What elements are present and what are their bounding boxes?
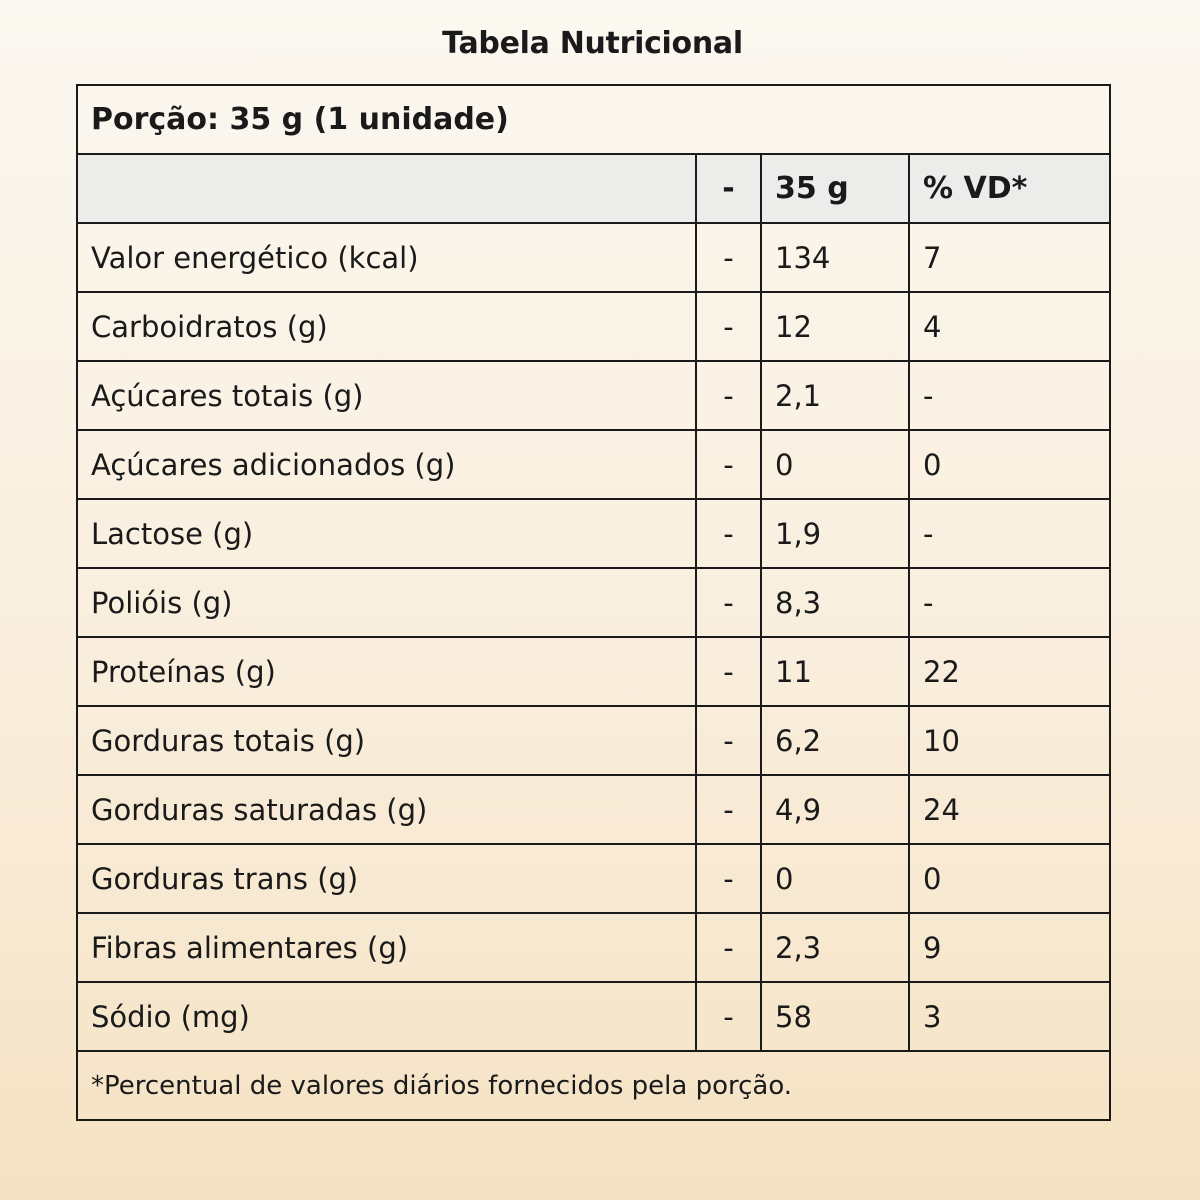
nutrient-name-cell: Sódio (mg) [77,982,696,1051]
portion-row [77,85,1110,154]
amount-cell: 11 [761,637,909,706]
vd-cell: 7 [909,223,1110,292]
vd-cell: 22 [909,637,1110,706]
amount-cell: 0 [761,844,909,913]
dash-cell: - [696,568,761,637]
vd-cell: 4 [909,292,1110,361]
amount-cell: 4,9 [761,775,909,844]
nutrient-name-cell: Proteínas (g) [77,637,696,706]
vd-cell: 9 [909,913,1110,982]
table-row [77,499,1110,568]
nutrient-name-cell: Polióis (g) [77,568,696,637]
vd-cell: 24 [909,775,1110,844]
amount-cell: 58 [761,982,909,1051]
footnote-text: *Percentual de valores diários fornecidos pela porção. [77,1051,1110,1120]
footnote-row [77,1051,1110,1120]
amount-cell: 6,2 [761,706,909,775]
vd-cell: - [909,499,1110,568]
amount-cell: 0 [761,430,909,499]
table-row [77,223,1110,292]
table-row [77,913,1110,982]
nutrition-table [76,84,1111,1121]
vd-cell: 0 [909,430,1110,499]
nutrient-name-cell: Carboidratos (g) [77,292,696,361]
table-row [77,430,1110,499]
portion-label: Porção: 35 g (1 unidade) [77,85,1110,154]
dash-cell: - [696,292,761,361]
dash-cell: - [696,913,761,982]
dash-cell: - [696,637,761,706]
table-row [77,637,1110,706]
header-dash-cell: - [696,154,761,223]
amount-cell: 2,1 [761,361,909,430]
nutrient-name-cell: Fibras alimentares (g) [77,913,696,982]
nutrient-name-cell: Gorduras saturadas (g) [77,775,696,844]
table-row [77,982,1110,1051]
amount-cell: 12 [761,292,909,361]
table-row [77,568,1110,637]
vd-cell: - [909,361,1110,430]
dash-cell: - [696,223,761,292]
nutrient-name-cell: Lactose (g) [77,499,696,568]
vd-cell: - [909,568,1110,637]
header-row [77,154,1110,223]
dash-cell: - [696,499,761,568]
nutrient-name-cell: Valor energético (kcal) [77,223,696,292]
nutrient-name-cell: Açúcares adicionados (g) [77,430,696,499]
vd-cell: 10 [909,706,1110,775]
nutrient-name-cell: Açúcares totais (g) [77,361,696,430]
amount-cell: 8,3 [761,568,909,637]
amount-cell: 134 [761,223,909,292]
nutrient-name-cell: Gorduras totais (g) [77,706,696,775]
table-row [77,292,1110,361]
header-vd-cell: % VD* [909,154,1110,223]
header-serving-cell: 35 g [761,154,909,223]
amount-cell: 1,9 [761,499,909,568]
table-row [77,361,1110,430]
table-row [77,706,1110,775]
table-row [77,844,1110,913]
vd-cell: 0 [909,844,1110,913]
page-title: Tabela Nutricional [442,26,743,61]
header-nutrient-cell [77,154,696,223]
dash-cell: - [696,775,761,844]
dash-cell: - [696,361,761,430]
dash-cell: - [696,982,761,1051]
table-row [77,775,1110,844]
dash-cell: - [696,430,761,499]
dash-cell: - [696,706,761,775]
amount-cell: 2,3 [761,913,909,982]
dash-cell: - [696,844,761,913]
nutrient-name-cell: Gorduras trans (g) [77,844,696,913]
vd-cell: 3 [909,982,1110,1051]
